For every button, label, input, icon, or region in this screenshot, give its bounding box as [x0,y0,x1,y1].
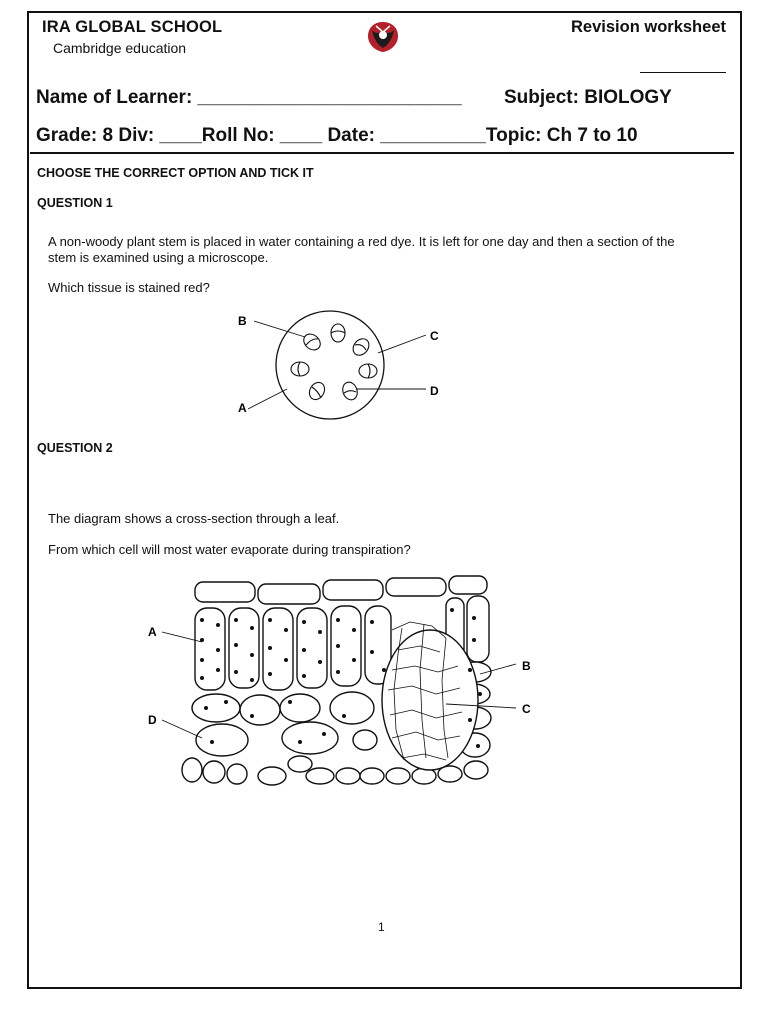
page-number: 1 [378,920,385,934]
school-name: IRA GLOBAL SCHOOL [42,18,223,36]
label-d: D [430,384,439,398]
leaf-label-d: D [148,713,157,727]
stem-cross-section-diagram [230,305,450,425]
instruction-text: CHOOSE THE CORRECT OPTION AND TICK IT [37,166,314,180]
worksheet-title: Revision worksheet [571,18,726,36]
question-1-text: A non-woody plant stem is placed in water containing a red dye. It is left for one day and then a section of the stem is examined using a microscope. [48,234,675,265]
school-logo-icon [364,20,402,54]
leaf-label-c: C [522,702,531,716]
subject-label: Subject: BIOLOGY [504,87,672,108]
grade-div-roll-date-topic-line[interactable]: Grade: 8 Div: ____Roll No: ____ Date: __________Topic: Ch 7 to 10 [36,125,638,146]
question-2-text: The diagram shows a cross-section through a leaf. [48,511,340,526]
label-b: B [238,314,247,328]
label-a: A [238,401,247,415]
question-1-heading: QUESTION 1 [37,196,113,210]
worksheet-blank-line[interactable] [640,72,726,73]
leaf-cross-section-diagram [140,570,550,795]
label-c: C [430,329,439,343]
header-divider [30,152,734,154]
question-2-heading: QUESTION 2 [37,441,113,455]
label-c-pointer [378,335,426,353]
school-subtitle: Cambridge education [53,40,187,56]
question-2-prompt: From which cell will most water evaporate during transpiration? [48,542,411,557]
leaf-label-b: B [522,659,531,673]
leaf-label-a: A [148,625,157,639]
question-1-prompt: Which tissue is stained red? [48,280,210,295]
learner-name-field[interactable]: Name of Learner: _________________________ [36,87,462,108]
page-border [27,11,742,989]
label-a-pointer [248,389,287,409]
